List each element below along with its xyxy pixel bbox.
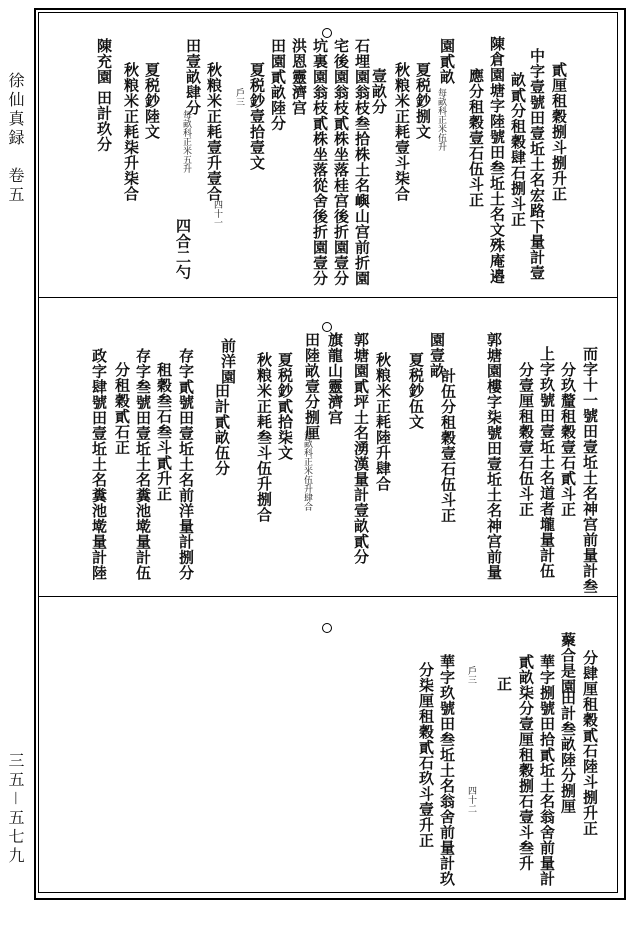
text-column: 秋粮米正耗陸升肆合 [374, 352, 392, 492]
text-column: 華字捌號田拾貳坵土名翁舍前量計 [538, 654, 556, 887]
text-column: 分柒厘租穀貳石玖斗壹升正 [417, 662, 435, 848]
text-column: 分玖釐租穀壹石貳斗正 [559, 362, 577, 517]
text-column: 正 [495, 676, 513, 692]
text-column: 中字壹號田壹坵土名宏路下量計壹 [528, 48, 546, 281]
text-column: 陳充園 [95, 38, 113, 85]
annotation-column: 每畝科正米伍升肆合 [302, 430, 312, 511]
text-column: 園貳畝 [438, 38, 456, 85]
text-column: 分肆厘租穀貳石陸斗捌升正 [581, 650, 599, 836]
annotation-column: 四十一 [212, 200, 222, 227]
binding-hole-icon [322, 623, 332, 633]
text-column: 四合二勺 [174, 218, 192, 280]
text-column: 存字貳號田壹坵土名前洋量計捌分 [177, 348, 195, 581]
text-column: 貳畝柒分壹厘租穀捌石壹斗叁升 [517, 654, 535, 871]
text-column: 石埋園翁枝叁拾株土名嶼山宫前折園 [353, 38, 371, 286]
text-column: 前洋園 [219, 338, 237, 385]
binding-hole-icon [322, 28, 332, 38]
text-column: 計伍分租穀壹石伍斗正 [439, 368, 457, 523]
section-divider [38, 297, 617, 298]
text-column: 應分租穀壹石伍斗正 [467, 68, 485, 208]
text-column: 而字十一號田壹坵土名神宫前量計叁 [581, 346, 599, 594]
text-column: 園壹畝 [428, 332, 446, 379]
text-column: 壹畝分 [370, 68, 388, 115]
text-column: 田壹畝肆分 [184, 38, 202, 116]
text-column: 郭塘園樓字柒號田壹坵土名神宫前量 [485, 332, 503, 580]
text-column: 夏税鈔陸文 [143, 62, 161, 140]
text-column: 畝貳分租穀肆石捌斗正 [509, 72, 527, 227]
text-column: 田計叁畝陸分捌厘 [559, 690, 577, 814]
text-column: 政字肆號田壹坵土名糞池墘量計陸 [90, 348, 108, 581]
text-column: 田陸畝壹分捌厘 [303, 332, 321, 441]
text-column: 坑裏園翁枝貳株坐落從舍後折園壹分 [311, 38, 329, 286]
text-column: 存字叁號田壹坵土名糞池墘量計伍 [134, 348, 152, 581]
text-column: 租穀叁石叁斗貳升正 [155, 362, 173, 502]
text-column: 夏税鈔捌文 [414, 62, 432, 140]
annotation-column: 戶三 [234, 88, 244, 106]
text-column: 秋粮米正耗壹升壹合 [205, 62, 223, 202]
text-column: 宅後園翁枝貳株坐落桂宫後折園壹分 [332, 38, 350, 286]
text-column: 藂合是園 [559, 632, 577, 694]
annotation-column: 戶三 [466, 666, 476, 684]
annotation-column: 四十二 [466, 786, 476, 813]
text-column: 夏税鈔貳拾柒文 [276, 352, 294, 461]
text-column: 田園貳畝陸分 [269, 38, 287, 131]
binding-hole-icon [322, 322, 332, 332]
text-column: 洪恩靈濟宫 [290, 38, 308, 116]
text-column: 秋粮米正耗壹斗柒合 [393, 62, 411, 202]
section-divider [38, 596, 617, 597]
text-column: 夏税鈔伍文 [407, 352, 425, 430]
text-column: 郭塘園貳坪土名湧漢量計壹畝貳分 [352, 332, 370, 565]
text-column: 上字玖號田壹坵土名道者壠量計伍 [538, 346, 556, 579]
text-column: 夏税鈔壹拾壹文 [248, 62, 266, 171]
text-column: 陳倉園塘字陸號田叁坵土名文殊庵邉 [488, 36, 506, 284]
text-column: 分壹厘租穀壹石伍斗正 [517, 362, 535, 517]
text-column: 田計貳畝伍分 [213, 383, 231, 476]
text-column: 旗龍山靈濟宫 [326, 332, 344, 425]
book-title: 徐仙真録 卷五 [6, 72, 25, 205]
text-column: 田計玖分 [95, 90, 113, 152]
annotation-column: 每畝科正米伍升 [436, 88, 446, 151]
page-number: 三五－五七九 [6, 752, 25, 867]
text-column: 秋粮米正耗叁斗伍升捌合 [255, 352, 273, 523]
annotation-column: 每畝科正米五升 [181, 110, 191, 173]
text-column: 秋粮米正耗柒升柒合 [122, 62, 140, 202]
text-column: 華字玖號田叁坵土名翁舍前量計玖 [438, 654, 456, 887]
text-column: 貳厘租穀捌斗捌升正 [550, 62, 568, 202]
text-column: 分租穀貳石正 [113, 362, 131, 455]
